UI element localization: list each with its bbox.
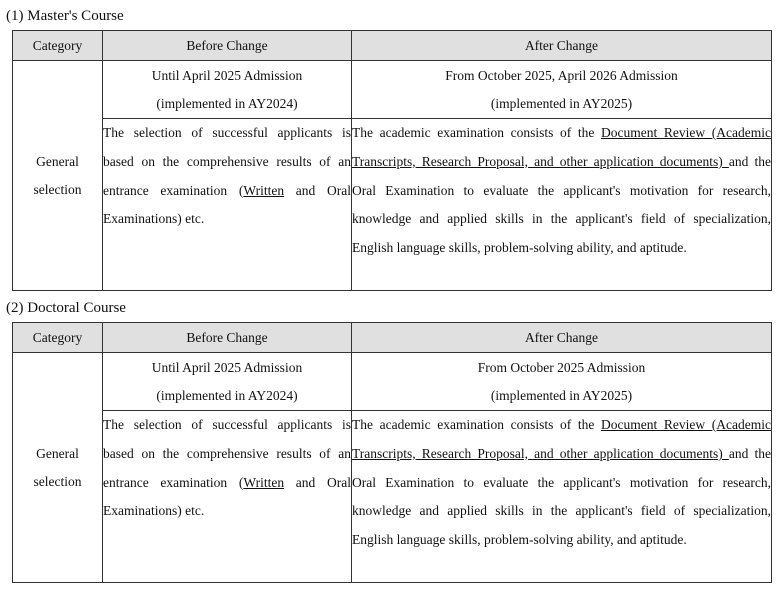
before-selection-description bbox=[103, 119, 352, 291]
selection-method-row bbox=[13, 411, 772, 583]
admission-period-row bbox=[13, 353, 772, 411]
after-selection-description bbox=[352, 119, 772, 291]
category-line: selection bbox=[33, 473, 82, 489]
after-period-line: (implemented in AY2025) bbox=[490, 95, 633, 111]
before-admission-period bbox=[103, 353, 352, 411]
header-before-change: Before Change bbox=[103, 31, 352, 61]
header-category: Category bbox=[13, 31, 103, 61]
category-line: General bbox=[36, 445, 79, 461]
category-line: selection bbox=[33, 181, 82, 197]
underlined-text: Document Review (Academic Transcripts, Research Proposal, and other application documents) bbox=[352, 417, 772, 461]
text-segment: The selection of successful applicants is based on the comprehensive results of an entrance examination ( bbox=[103, 417, 351, 490]
before-admission-period bbox=[103, 61, 352, 119]
underlined-text: Written bbox=[243, 182, 285, 198]
header-before-change: Before Change bbox=[103, 323, 352, 353]
section-title-doctoral: (2) Doctoral Course bbox=[6, 300, 126, 316]
text-segment: and the Oral Examination to evaluate the applicant's motivation for research, knowledge and applied skills in the applicant's field of specialization, English language skills, problem-solving ability, and aptitude. bbox=[352, 445, 771, 548]
text-segment: The selection of successful applicants is based on the comprehensive results of an entrance examination ( bbox=[103, 125, 351, 198]
header-after-change: After Change bbox=[352, 31, 772, 61]
after-period-line: From October 2025, April 2026 Admission bbox=[445, 67, 678, 83]
before-period-line: Until April 2025 Admission bbox=[151, 359, 303, 375]
after-admission-period bbox=[352, 353, 772, 411]
text-segment: and Oral Examinations) etc. bbox=[103, 474, 351, 519]
masters-comparison-table bbox=[12, 30, 772, 291]
before-period-line: (implemented in AY2024) bbox=[156, 387, 298, 403]
after-admission-period bbox=[352, 61, 772, 119]
admission-period-row bbox=[13, 61, 772, 119]
header-after-change: After Change bbox=[352, 323, 772, 353]
text-segment: and the Oral Examination to evaluate the applicant's motivation for research, knowledge and applied skills in the applicant's field of specialization, English language skills, problem-solving ability, and aptitude. bbox=[352, 153, 771, 256]
header-category: Category bbox=[13, 323, 103, 353]
category-line: General bbox=[36, 153, 79, 169]
header-row bbox=[13, 323, 772, 353]
text-segment: The academic examination consists of the bbox=[352, 125, 602, 140]
doctoral-comparison-table bbox=[12, 322, 772, 583]
underlined-text: Document Review (Academic Transcripts, Research Proposal, and other application documents) bbox=[352, 125, 772, 169]
category-cell bbox=[13, 353, 103, 583]
header-row bbox=[13, 31, 772, 61]
before-period-line: (implemented in AY2024) bbox=[156, 95, 298, 111]
underlined-text: Written bbox=[243, 474, 285, 490]
before-selection-description bbox=[103, 411, 352, 583]
after-selection-description bbox=[352, 411, 772, 583]
section-title-masters: (1) Master's Course bbox=[6, 8, 124, 24]
after-period-line: (implemented in AY2025) bbox=[490, 387, 633, 403]
after-period-line: From October 2025 Admission bbox=[477, 359, 646, 375]
text-segment: The academic examination consists of the bbox=[352, 417, 602, 432]
selection-method-row bbox=[13, 119, 772, 291]
before-period-line: Until April 2025 Admission bbox=[151, 67, 303, 83]
category-cell bbox=[13, 61, 103, 291]
text-segment: and Oral Examinations) etc. bbox=[103, 182, 351, 227]
